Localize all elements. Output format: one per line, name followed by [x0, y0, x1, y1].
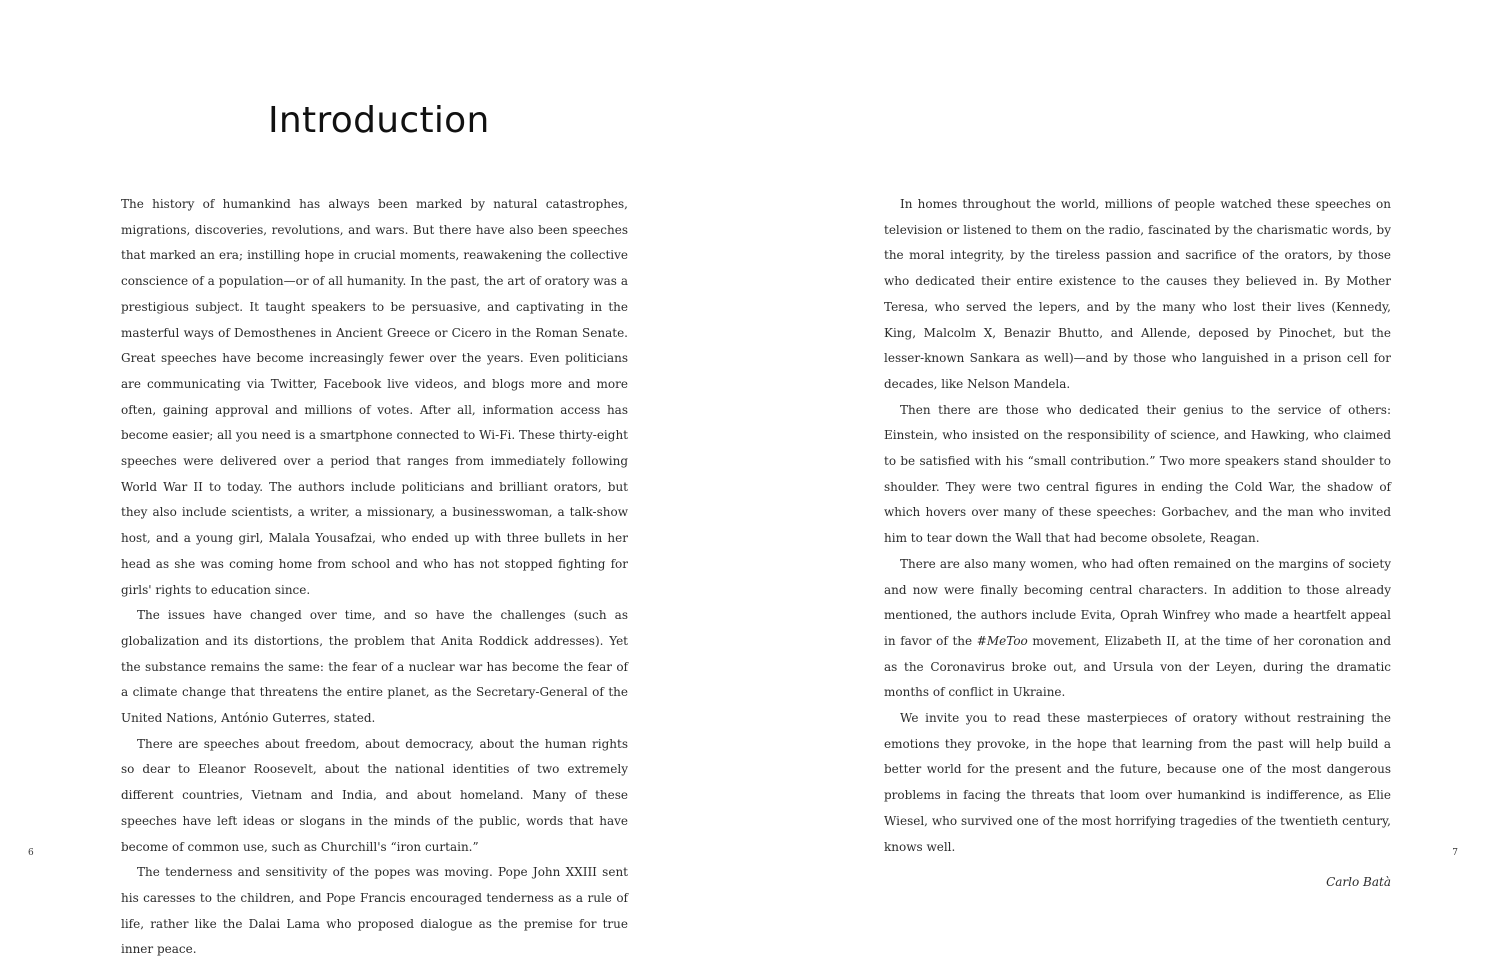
paragraph: There are speeches about freedom, about democracy, about the human rights so dear to Eleanor Roosevelt, about the national identities of two extremely different countries, Vietnam and India, and about homeland. Many of these speeches have left ideas or slogans in the minds of the public, words that have become of common use, such as Churchill's “iron curtain.”	[121, 736, 628, 854]
paragraph: The tenderness and sensitivity of the popes was moving. Pope John XXIII sent his caresses to the children, and Pope Francis encouraged tenderness as a rule of life, rather like the Dalai Lama who proposed dialogue as the premise for true inner peace.	[121, 865, 628, 957]
hashtag-text: #MeToo	[976, 633, 1028, 648]
paragraph: We invite you to read these masterpieces of oratory without restraining the emotions they provoke, in the hope that learning from the past will help build a better world for the present and the future, because one of the most dangerous problems in facing the threats that loom over humankind is indifference, as Elie Wiesel, who survived one of the most horrifying tragedies of the twentieth century, knows well.	[884, 711, 1391, 854]
right-page	[750, 0, 1500, 890]
left-page	[0, 0, 750, 957]
paragraph	[884, 552, 1391, 706]
paragraph: The history of humankind has always been marked by natural catastrophes, migrations, discoveries, revolutions, and wars. But there have also been speeches that marked an era; instilling hope in crucial moments, reawakening the collective conscience of a population—or of all humanity. In the past, the art of oratory was a prestigious subject. It taught speakers to be persuasive, and captivating in the masterful ways of Demosthenes in Ancient Greece or Cicero in the Roman Senate. Great speeches have become increasingly fewer over the years. Even politicians are communicating via Twitter, Facebook live videos, and blogs more and more often, gaining approval and millions of votes. After all, information access has become easier; all you need is a smartphone connected to Wi-Fi. These thirty-eight speeches were delivered over a period that ranges from immediately following World War II to today. The authors include politicians and brilliant orators, but they also include scientists, a writer, a missionary, a businesswoman, a talk-show host, and a young girl, Malala Yousafzai, who ended up with three bullets in her head as she was coming home from school and who has not stopped fighting for girls' rights to education since.	[121, 197, 628, 597]
paragraph-text: movement, Elizabeth II, at the time of her coronation and as the Coronavirus broke out, and Ursula von der Leyen, during the dramatic months of conflict in Ukraine.	[884, 633, 1392, 700]
paragraph-text: There are also many women, who had often remained on the margins of society and now were finally becoming central characters. In addition to those already mentioned, the authors include Evita, Oprah Winfrey who made a heartfelt appeal in favor of the	[884, 556, 1391, 648]
page-title: Introduction	[268, 100, 490, 141]
paragraph: Then there are those who dedicated their genius to the service of others: Einstein, who insisted on the responsibility of science, and Hawking, who claimed to be satisfied with his “small contribution.” Two more speakers stand shoulder to shoulder. They were two central figures in ending the Cold War, the shadow of which hovers over many of these speeches: Gorbachev, and the man who invited him to tear down the Wall that had become obsolete, Reagan.	[884, 402, 1391, 546]
right-text-column	[884, 192, 1391, 896]
page-number: 6	[28, 848, 34, 858]
paragraph: The issues have changed over time, and so have the challenges (such as globalization and its distortions, the problem that Anita Roddick addresses). Yet the substance remains the same: the fear of a nuclear war has become the fear of a climate change that threatens the entire planet, as the Secretary-General of the United Nations, António Guterres, stated.	[121, 608, 628, 726]
author-signature: Carlo Batà	[1326, 875, 1391, 890]
paragraph: In homes throughout the world, millions of people watched these speeches on television or listened to them on the radio, fascinated by the charismatic words, by the moral integrity, by the tireless passion and sacrifice of the orators, by those who dedicated their entire existence to the causes they believed in. By Mother Teresa, who served the lepers, and by the many who lost their lives (Kennedy, King, Malcolm X, Benazir Bhutto, and Allende, deposed by Pinochet, but the lesser-known Sankara as well)—and by those who languished in a prison cell for decades, like Nelson Mandela.	[884, 197, 1391, 391]
page-number: 7	[1452, 848, 1458, 858]
left-text-column	[121, 192, 628, 963]
